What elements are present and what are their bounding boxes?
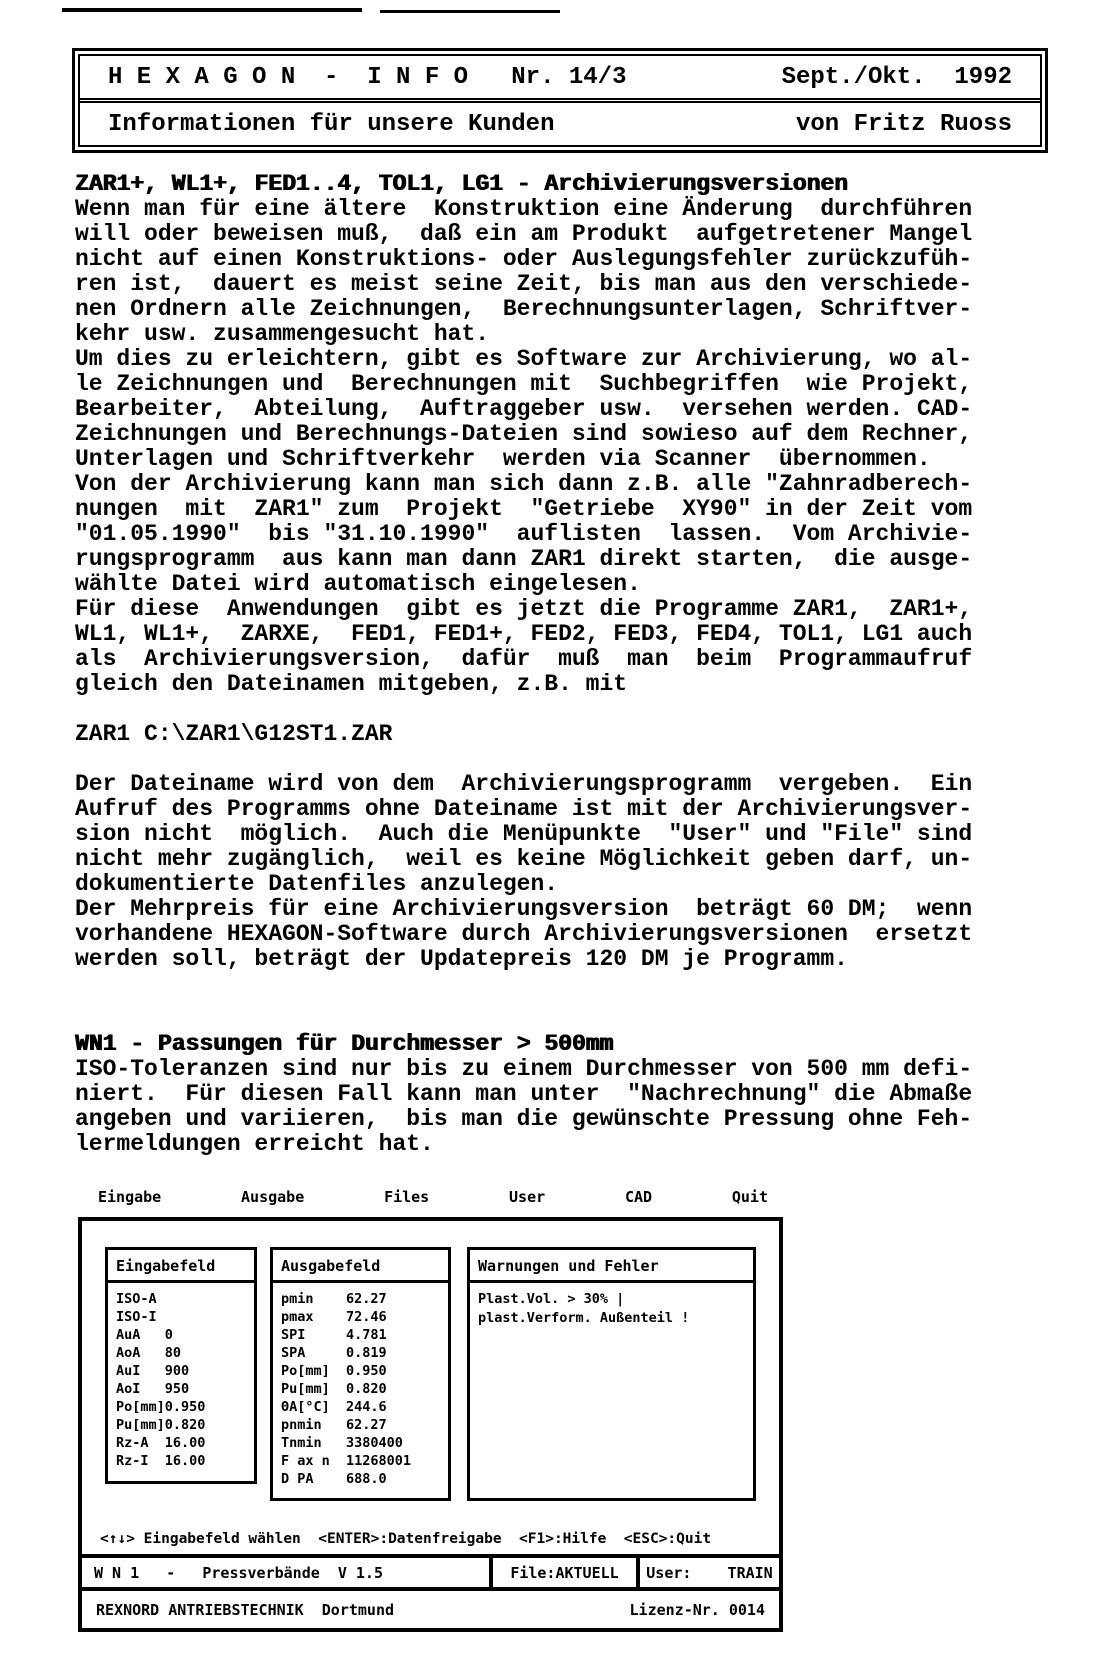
text-line: rungsprogramm aus kann man dann ZAR1 direkt starten, die ausge- (75, 546, 973, 572)
output-field-row-label: Po[mm] (281, 1363, 330, 1379)
output-field-row-value: 688.0 (346, 1471, 387, 1487)
output-field-row-label: Pu[mm] (281, 1381, 330, 1397)
text-line: ren ist, dauert es meist seine Zeit, bis man aus den verschiede- (75, 271, 973, 297)
input-field-row (116, 1398, 254, 1416)
output-field-row-label: ΘA[°C] (281, 1399, 330, 1415)
output-field-row-label: SPI (281, 1327, 306, 1343)
output-field-row-label: SPA (281, 1345, 306, 1361)
input-field-row-value: 16.00 (164, 1435, 206, 1451)
input-field-row-value: 0 (164, 1327, 173, 1343)
warnings-lines (470, 1283, 753, 1328)
scan-artifact (380, 10, 560, 13)
menu-item[interactable]: Quit (731, 1188, 768, 1206)
text-line: Wenn man für eine ältere Konstruktion eine Änderung durchführen (75, 196, 973, 222)
input-field-row-value: 950 (164, 1381, 190, 1397)
menu-item[interactable]: CAD (624, 1188, 653, 1206)
program-title-bar (82, 1554, 779, 1591)
input-field-row (116, 1362, 254, 1380)
header-subtitle-row (80, 98, 1040, 145)
output-field-row-value: 244.6 (346, 1399, 387, 1415)
input-field-row (116, 1434, 254, 1452)
output-field-row (281, 1344, 448, 1362)
section1-heading: ZAR1+, WL1+, FED1..4, TOL1, LG1 - Archivierungsversionen (75, 171, 848, 197)
output-field-row-value: 0.820 (346, 1381, 387, 1397)
text-line: Aufruf des Programms ohne Dateiname ist mit der Archivierungsver- (75, 796, 973, 822)
newsletter-issue-date: Sept./Okt. 1992 (781, 63, 1012, 91)
text-line: lermeldungen erreicht hat. (75, 1131, 434, 1157)
warnings-box (467, 1247, 756, 1501)
warning-line: plast.Verform. Außenteil ! (478, 1310, 690, 1326)
input-field-row-value: 900 (164, 1363, 190, 1379)
output-field-row (281, 1326, 448, 1344)
input-field-row-value: 16.00 (164, 1453, 206, 1469)
menu-item[interactable]: Eingabe (98, 1188, 162, 1206)
output-field-row-value: 0.950 (346, 1363, 387, 1379)
text-line: dokumentierte Datenfiles anzulegen. (75, 871, 559, 897)
newsletter-header-inner (78, 54, 1042, 147)
newsletter-subtitle: Informationen für unsere Kunden (108, 110, 555, 138)
output-field-row (281, 1398, 448, 1416)
warnings-title: Warnungen und Fehler (470, 1250, 753, 1283)
text-line: wählte Datei wird automatisch eingelesen. (75, 571, 641, 597)
command-example: ZAR1 C:\ZAR1\G12ST1.ZAR (75, 721, 393, 747)
eingabefeld-rows (108, 1283, 254, 1470)
input-field-row-value: 0.950 (164, 1399, 206, 1415)
text-line: Um dies zu erleichtern, gibt es Software zur Archivierung, wo al- (75, 346, 973, 372)
input-field-row-label: Rz-A (116, 1435, 149, 1451)
input-field-row-label: AuA (116, 1327, 141, 1343)
status-help-line: <↑↓> Eingabefeld wählen <ENTER>:Datenfreigabe <F1>:Hilfe <ESC>:Quit (100, 1531, 712, 1547)
text-line: will oder beweisen muß, daß ein am Produkt aufgetretener Mangel (75, 221, 973, 247)
input-field-row (116, 1452, 254, 1470)
input-field-row-label: AuI (116, 1363, 141, 1379)
output-field-row (281, 1416, 448, 1434)
input-field-row (116, 1416, 254, 1434)
ausgabefeld-title: Ausgabefeld (273, 1250, 448, 1283)
text-line: niert. Für diesen Fall kann man unter "Nachrechnung" die Abmaße (75, 1081, 973, 1107)
text-line: "01.05.1990" bis "31.10.1990" auflisten lassen. Vom Archivie- (75, 521, 973, 547)
output-field-row-value: 72.46 (346, 1309, 387, 1325)
output-field-row-value: 3380400 (346, 1435, 403, 1451)
user-indicator: User: TRAIN (636, 1558, 779, 1587)
input-field-row (116, 1344, 254, 1362)
output-field-row (281, 1452, 448, 1470)
input-field-row (116, 1326, 254, 1344)
input-field-row (116, 1308, 254, 1326)
text-line: Der Dateiname wird von dem Archivierungsprogramm vergeben. Ein (75, 771, 973, 797)
eingabefeld-title: Eingabefeld (108, 1250, 254, 1283)
output-field-row (281, 1470, 448, 1488)
text-line: WL1, WL1+, ZARXE, FED1, FED1+, FED2, FED3, FED4, TOL1, LG1 auch (75, 621, 973, 647)
input-field-row-value: 80 (164, 1345, 182, 1361)
output-field-row-label: F ax n (281, 1453, 330, 1469)
newsletter-author: von Fritz Ruoss (795, 110, 1012, 138)
company-name: REXNORD ANTRIEBSTECHNIK Dortmund (96, 1600, 395, 1619)
output-field-row-label: pmax (281, 1309, 314, 1325)
output-field-row (281, 1380, 448, 1398)
text-line: werden soll, beträgt der Updatepreis 120 DM je Programm. (75, 946, 848, 972)
wn1-program-screenshot (78, 1188, 783, 1632)
article-body (75, 172, 1055, 1157)
output-field-row-label: pmin (281, 1291, 314, 1307)
text-line: Unterlagen und Schriftverkehr werden via Scanner übernommen. (75, 446, 931, 472)
program-window (78, 1217, 783, 1632)
text-line: angeben und variieren, bis man die gewünschte Pressung ohne Feh- (75, 1106, 973, 1132)
text-line: sion nicht möglich. Auch die Menüpunkte "User" und "File" sind (75, 821, 973, 847)
output-field-row-value: 62.27 (346, 1417, 387, 1433)
input-field-row-label: Pu[mm] (116, 1417, 165, 1433)
ausgabefeld-box (270, 1247, 451, 1501)
output-field-row-label: pnmin (281, 1417, 322, 1433)
eingabefeld-box (105, 1247, 257, 1484)
license-number: Lizenz-Nr. 0014 (629, 1600, 765, 1619)
menu-item[interactable]: User (509, 1188, 546, 1206)
output-field-row (281, 1290, 448, 1308)
text-line: nen Ordnern alle Zeichnungen, Berechnungsunterlagen, Schriftver- (75, 296, 973, 322)
section1-paragraphs-2 (75, 772, 1055, 972)
output-field-row-value: 11268001 (346, 1453, 412, 1469)
newsletter-title: H E X A G O N - I N F O Nr. 14/3 (108, 63, 627, 91)
newsletter-header (72, 48, 1048, 153)
input-field-row-label: Po[mm] (116, 1399, 165, 1415)
input-field-row-label: AoA (116, 1345, 141, 1361)
output-field-row (281, 1362, 448, 1380)
section2-heading: WN1 - Passungen für Durchmesser > 500mm (75, 1031, 614, 1057)
scan-artifact (62, 8, 362, 12)
output-field-row-label: D PA (281, 1471, 314, 1487)
section2-paragraph (75, 1057, 1055, 1157)
input-field-row-label: ISO-I (116, 1309, 157, 1325)
text-line: Zeichnungen und Berechnungs-Dateien sind sowieso auf dem Rechner, (75, 421, 973, 447)
menu-item[interactable]: Files (384, 1188, 430, 1206)
warning-line: Plast.Vol. > 30% | (478, 1291, 625, 1307)
text-line: nicht auf einen Konstruktions- oder Auslegungsfehler zurückzufüh- (75, 246, 973, 272)
input-field-row (116, 1290, 254, 1308)
output-field-row-label: Tnmin (281, 1435, 322, 1451)
section1-paragraphs (75, 197, 1055, 697)
text-line: nungen mit ZAR1" zum Projekt "Getriebe XY90" in der Zeit vom (75, 496, 973, 522)
menu-bar (78, 1188, 783, 1208)
output-field-row-value: 62.27 (346, 1291, 387, 1307)
text-line: Von der Archivierung kann man sich dann z.B. alle "Zahnradberech- (75, 471, 973, 497)
input-field-row-value: 0.820 (164, 1417, 206, 1433)
license-bar (82, 1591, 779, 1628)
text-line: gleich den Dateinamen mitgeben, z.B. mit (75, 671, 628, 697)
input-field-row-label: ISO-A (116, 1291, 157, 1307)
output-field-row-value: 4.781 (346, 1327, 387, 1343)
input-field-row-label: Rz-I (116, 1453, 149, 1469)
text-line: kehr usw. zusammengesucht hat. (75, 321, 490, 347)
text-line: vorhandene HEXAGON-Software durch Archivierungsversionen ersetzt (75, 921, 973, 947)
menu-item[interactable]: Ausgabe (241, 1188, 305, 1206)
file-indicator: File:AKTUELL (489, 1558, 636, 1587)
input-field-row-label: AoI (116, 1381, 141, 1397)
text-line: le Zeichnungen und Berechnungen mit Suchbegriffen wie Projekt, (75, 371, 973, 397)
program-name: W N 1 - Pressverbände V 1.5 (94, 1563, 383, 1582)
text-line: als Archivierungsversion, dafür muß man beim Programmaufruf (75, 646, 973, 672)
output-field-row-value: 0.819 (346, 1345, 387, 1361)
text-line: Für diese Anwendungen gibt es jetzt die Programme ZAR1, ZAR1+, (75, 596, 973, 622)
output-field-row (281, 1308, 448, 1326)
text-line: Bearbeiter, Abteilung, Auftraggeber usw. versehen werden. CAD- (75, 396, 973, 422)
ausgabefeld-rows (273, 1283, 448, 1488)
header-title-row (80, 56, 1040, 98)
text-line: Der Mehrpreis für eine Archivierungsversion beträgt 60 DM; wenn (75, 896, 973, 922)
output-field-row (281, 1434, 448, 1452)
text-line: nicht mehr zugänglich, weil es keine Möglichkeit geben darf, un- (75, 846, 973, 872)
text-line: ISO-Toleranzen sind nur bis zu einem Durchmesser von 500 mm defi- (75, 1056, 973, 1082)
input-field-row (116, 1380, 254, 1398)
